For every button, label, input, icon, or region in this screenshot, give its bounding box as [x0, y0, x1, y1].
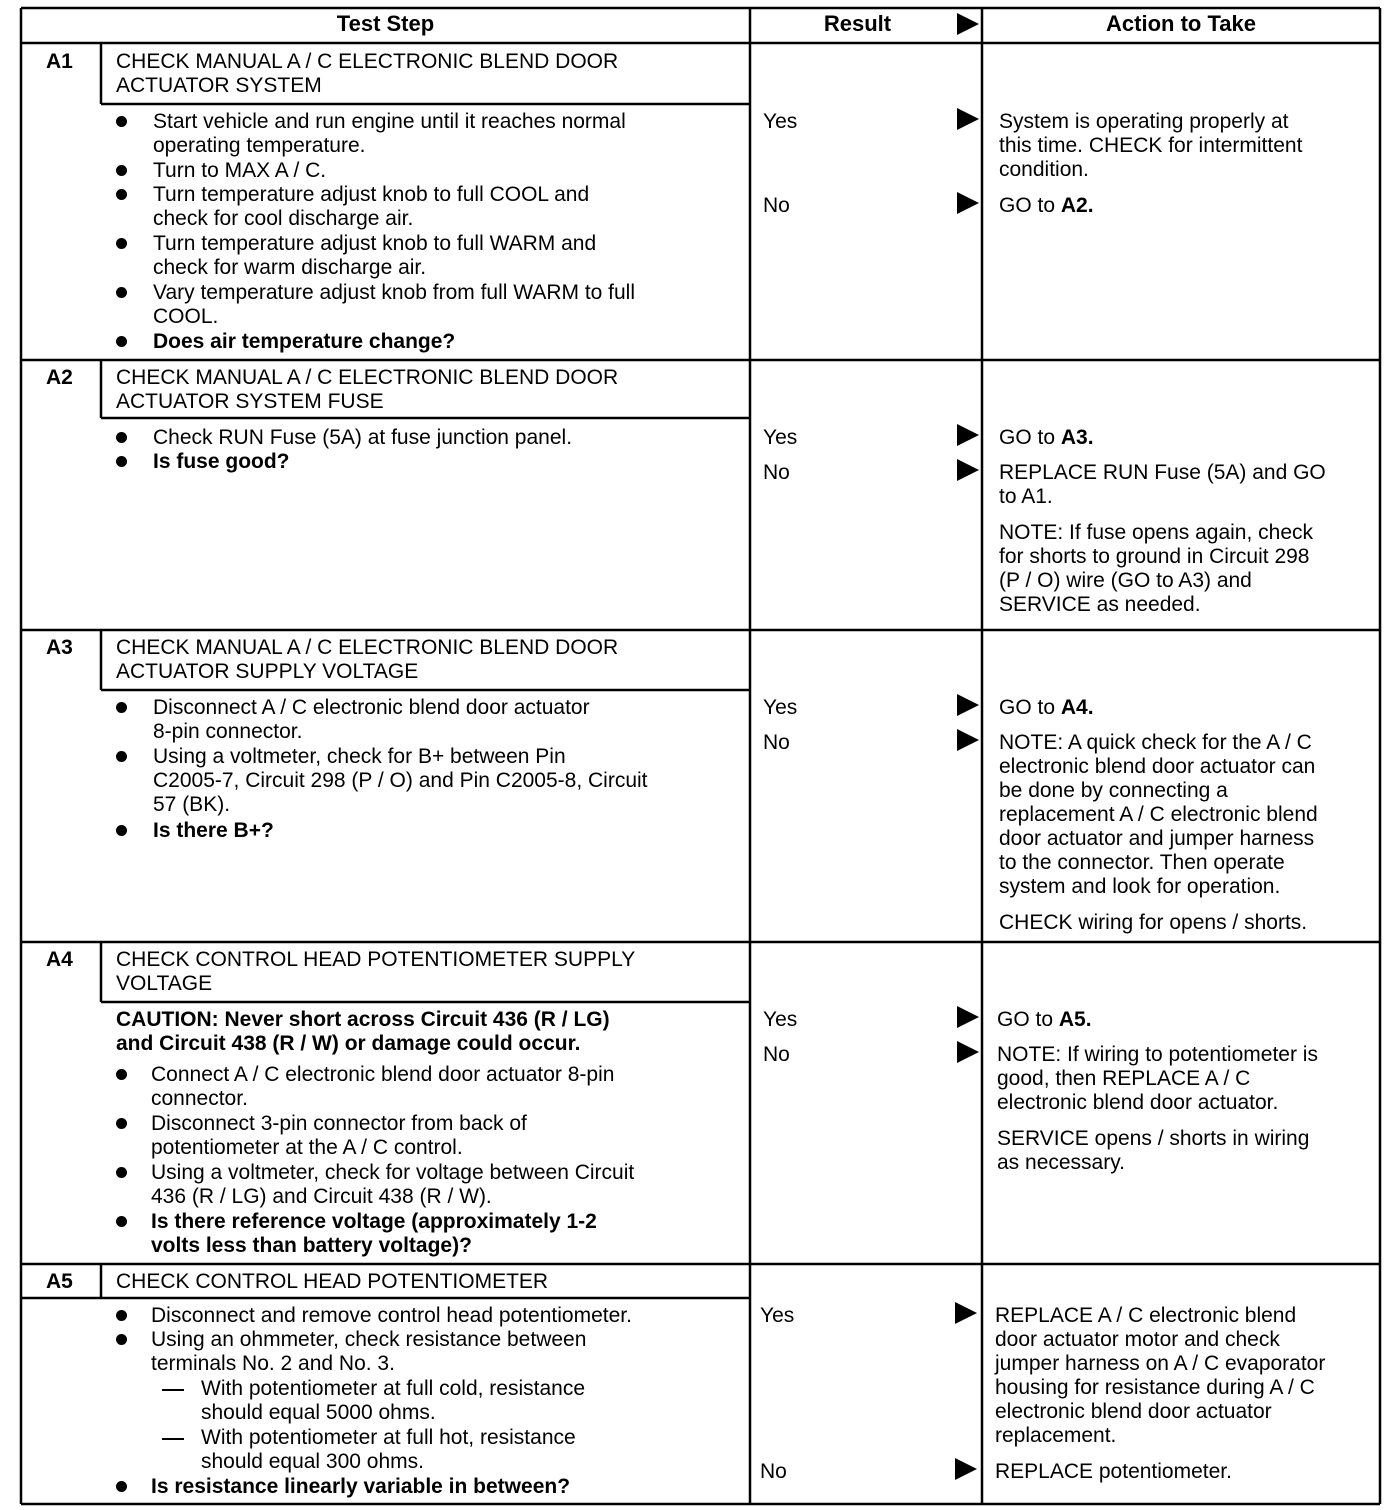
action-line: good, then REPLACE A / C: [997, 1067, 1251, 1090]
step-id: A5: [46, 1270, 73, 1293]
arrow-icon: [957, 108, 979, 130]
bullet-question: Is there B+?: [153, 819, 274, 842]
bullet-text: Using an ohmmeter, check resistance between: [151, 1328, 587, 1351]
action-line: CHECK wiring for opens / shorts.: [999, 911, 1308, 934]
bullet-icon: [116, 1334, 127, 1345]
step-id: A2: [46, 366, 73, 389]
result-yes: Yes: [763, 110, 798, 133]
arrow-icon: [955, 1458, 977, 1480]
arrow-icon: [957, 694, 979, 716]
dash-text: should equal 5000 ohms.: [201, 1401, 436, 1424]
bullet-icon: [116, 1167, 127, 1178]
caution-line: CAUTION: Never short across Circuit 436 (R / LG): [116, 1008, 610, 1031]
bullet-text: Turn temperature adjust knob to full WARM and: [153, 232, 597, 255]
bullet-text: 57 (BK).: [153, 793, 231, 816]
action-line: SERVICE opens / shorts in wiring: [997, 1127, 1310, 1150]
action-line: jumper harness on A / C evaporator: [995, 1352, 1326, 1375]
action-goto: GO to A4.: [999, 696, 1094, 719]
arrow-icon: [957, 459, 979, 481]
bullet-question: volts less than battery voltage)?: [151, 1234, 472, 1257]
result-yes: Yes: [763, 426, 798, 449]
arrow-icon: [957, 1041, 979, 1063]
bullet-text: 8-pin connector.: [153, 720, 303, 743]
arrow-icon: [957, 424, 979, 446]
action-line: housing for resistance during A / C: [995, 1376, 1315, 1399]
note-line: (P / O) wire (GO to A3) and: [999, 569, 1252, 592]
step-title-line: CHECK CONTROL HEAD POTENTIOMETER: [116, 1270, 549, 1293]
arrow-icon: [955, 1302, 977, 1324]
note-line: for shorts to ground in Circuit 298: [999, 545, 1310, 568]
bullet-icon: [116, 1118, 127, 1129]
bullet-text: Disconnect 3-pin connector from back of: [151, 1112, 527, 1135]
result-yes: Yes: [760, 1304, 795, 1327]
bullet-text: connector.: [151, 1087, 248, 1110]
header-result: Result: [823, 11, 892, 36]
bullet-text: Turn to MAX A / C.: [153, 159, 327, 182]
step-title-line: CHECK MANUAL A / C ELECTRONIC BLEND DOOR: [116, 366, 619, 389]
header-arrow-icon: [957, 13, 979, 35]
action-line: replacement.: [995, 1424, 1117, 1447]
bullet-text: Disconnect A / C electronic blend door actuator: [153, 696, 590, 719]
bullet-question: Is resistance linearly variable in between?: [151, 1475, 571, 1498]
bullet-text: C2005-7, Circuit 298 (P / O) and Pin C2005-8, Circuit: [153, 769, 648, 792]
bullet-icon: [116, 336, 127, 347]
bullet-icon: [116, 165, 127, 176]
bullet-icon: [116, 287, 127, 298]
bullet-icon: [116, 1216, 127, 1227]
bullet-text: COOL.: [153, 305, 219, 328]
result-no: No: [763, 731, 790, 754]
bullet-text: operating temperature.: [153, 134, 366, 157]
result-no: No: [760, 1460, 787, 1483]
bullet-text: check for cool discharge air.: [153, 207, 414, 230]
caution-line: and Circuit 438 (R / W) or damage could occur.: [116, 1032, 581, 1055]
step-id: A3: [46, 636, 73, 659]
arrow-icon: [957, 192, 979, 214]
result-yes: Yes: [763, 696, 798, 719]
action-goto: GO to A2.: [999, 194, 1094, 217]
result-no: No: [763, 461, 790, 484]
dash-text: With potentiometer at full cold, resistance: [201, 1377, 586, 1400]
bullet-icon: [116, 825, 127, 836]
bullet-text: Check RUN Fuse (5A) at fuse junction panel.: [153, 426, 573, 449]
note-line: SERVICE as needed.: [999, 593, 1201, 616]
bullet-question: Is fuse good?: [153, 450, 290, 473]
action-line: electronic blend door actuator.: [997, 1091, 1279, 1114]
bullet-icon: [116, 189, 127, 200]
step-title-line: CHECK MANUAL A / C ELECTRONIC BLEND DOOR: [116, 636, 619, 659]
bullet-text: 436 (R / LG) and Circuit 438 (R / W).: [151, 1185, 492, 1208]
action-line: NOTE: If wiring to potentiometer is: [997, 1043, 1318, 1066]
action-line: REPLACE potentiometer.: [995, 1460, 1232, 1483]
bullet-icon: [116, 1069, 127, 1080]
result-yes: Yes: [763, 1008, 798, 1031]
action-line: System is operating properly at: [999, 110, 1289, 133]
dash-icon: [162, 1438, 184, 1440]
bullet-icon: [116, 116, 127, 127]
action-line: REPLACE A / C electronic blend: [995, 1304, 1297, 1327]
result-no: No: [763, 194, 790, 217]
bullet-text: Vary temperature adjust knob from full WARM to full: [153, 281, 636, 304]
bullet-icon: [116, 702, 127, 713]
bullet-icon: [116, 456, 127, 467]
bullet-text: Disconnect and remove control head potentiometer.: [151, 1304, 632, 1327]
action-line: this time. CHECK for intermittent: [999, 134, 1303, 157]
step-title-line: CHECK CONTROL HEAD POTENTIOMETER SUPPLY: [116, 948, 636, 971]
action-line: condition.: [999, 158, 1089, 181]
arrow-icon: [957, 729, 979, 751]
dash-text: With potentiometer at full hot, resistance: [201, 1426, 576, 1449]
action-line: as necessary.: [997, 1151, 1125, 1174]
action-line: electronic blend door actuator can: [999, 755, 1316, 778]
bullet-text: Turn temperature adjust knob to full COOL and: [153, 183, 590, 206]
bullet-icon: [116, 238, 127, 249]
bullet-text: Using a voltmeter, check for B+ between Pin: [153, 745, 566, 768]
action-line: REPLACE RUN Fuse (5A) and GO: [999, 461, 1326, 484]
dash-text: should equal 300 ohms.: [201, 1450, 424, 1473]
step-title-line: VOLTAGE: [116, 972, 213, 995]
bullet-icon: [116, 432, 127, 443]
step-title-line: ACTUATOR SUPPLY VOLTAGE: [116, 660, 419, 683]
action-line: door actuator and jumper harness: [999, 827, 1315, 850]
step-id: A4: [46, 948, 73, 971]
note-line: NOTE: If fuse opens again, check: [999, 521, 1313, 544]
action-line: NOTE: A quick check for the A / C: [999, 731, 1312, 754]
header-test-step: Test Step: [336, 11, 435, 36]
action-line: electronic blend door actuator: [995, 1400, 1272, 1423]
bullet-text: terminals No. 2 and No. 3.: [151, 1352, 395, 1375]
action-goto: GO to A3.: [999, 426, 1094, 449]
bullet-question: Does air temperature change?: [153, 330, 456, 353]
action-goto: GO to A5.: [997, 1008, 1092, 1031]
bullet-text: Using a voltmeter, check for voltage between Circuit: [151, 1161, 635, 1184]
bullet-text: Connect A / C electronic blend door actuator 8-pin: [151, 1063, 615, 1086]
header-action: Action to Take: [1106, 11, 1256, 36]
bullet-icon: [116, 1310, 127, 1321]
action-line: be done by connecting a: [999, 779, 1228, 802]
action-line: door actuator motor and check: [995, 1328, 1280, 1351]
step-title-line: ACTUATOR SYSTEM FUSE: [116, 390, 384, 413]
step-id: A1: [46, 50, 73, 73]
action-line: system and look for operation.: [999, 875, 1281, 898]
bullet-question: Is there reference voltage (approximately 1-2: [151, 1210, 597, 1233]
bullet-icon: [116, 751, 127, 762]
bullet-icon: [116, 1481, 127, 1492]
action-line: to A1.: [999, 485, 1053, 508]
result-no: No: [763, 1043, 790, 1066]
bullet-text: potentiometer at the A / C control.: [151, 1136, 463, 1159]
action-line: to the connector. Then operate: [999, 851, 1285, 874]
bullet-text: check for warm discharge air.: [153, 256, 427, 279]
step-title-line: CHECK MANUAL A / C ELECTRONIC BLEND DOOR: [116, 50, 619, 73]
bullet-text: Start vehicle and run engine until it reaches normal: [153, 110, 626, 133]
step-title-line: ACTUATOR SYSTEM: [116, 74, 322, 97]
dash-icon: [162, 1389, 184, 1391]
arrow-icon: [957, 1006, 979, 1028]
action-line: replacement A / C electronic blend: [999, 803, 1318, 826]
